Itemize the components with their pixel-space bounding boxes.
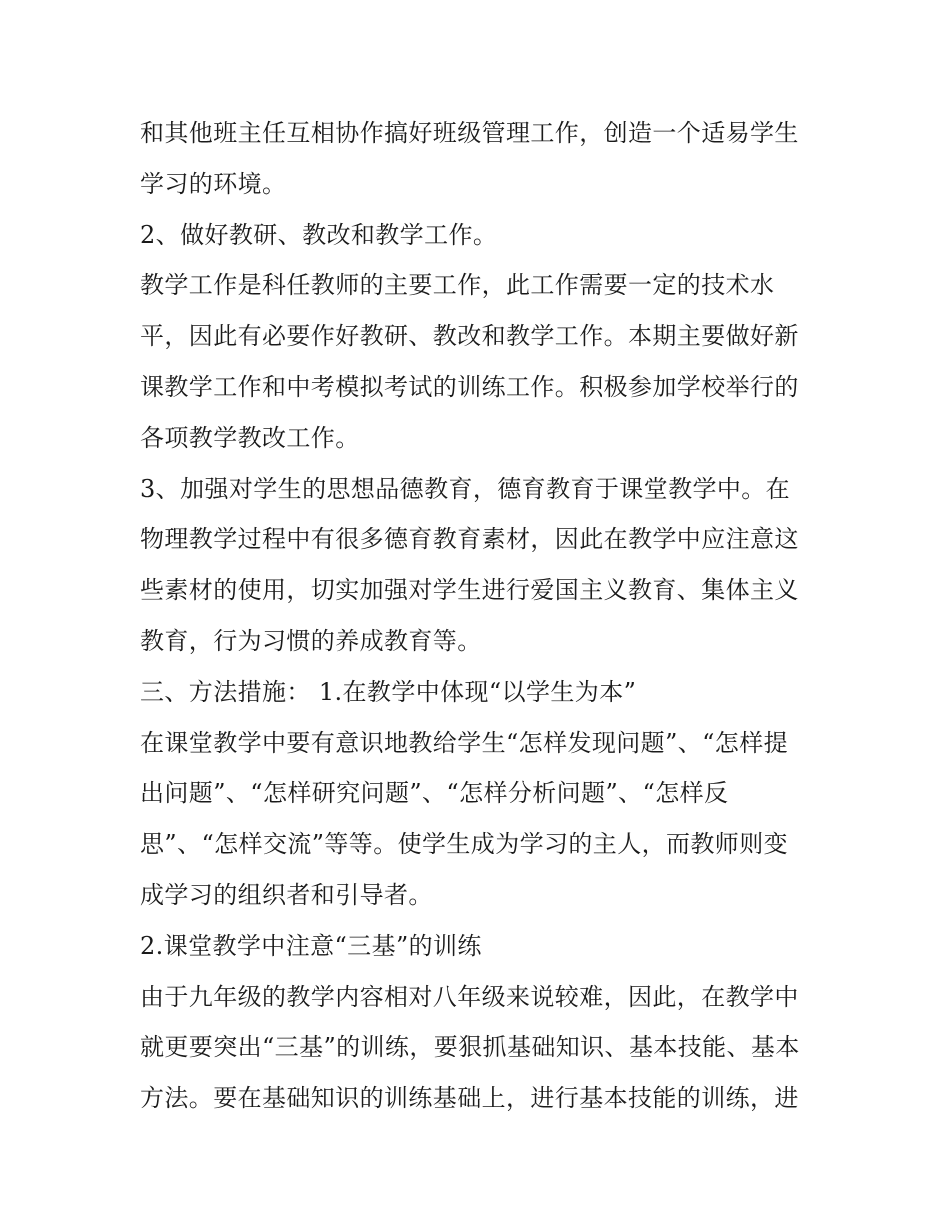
text-line: 各项教学教改工作。 — [140, 423, 360, 452]
section-heading: 2.课堂教学中注意“三基”的训练 — [140, 931, 482, 960]
text-line: 些素材的使用，切实加强对学生进行爱国主义教育、集体主义 — [140, 576, 799, 605]
text-line: 物理教学过程中有很多德育教育素材，因此在教学中应注意这 — [140, 525, 799, 554]
section-heading: 三、方法措施： 1.在教学中体现“以学生为本” — [140, 677, 637, 706]
text-line: 平，因此有必要作好教研、教改和教学工作。本期主要做好新 — [140, 322, 799, 351]
text-line: 成学习的组织者和引导者。 — [140, 880, 433, 909]
text-line: 课教学工作和中考模拟考试的训练工作。积极参加学校举行的 — [140, 372, 799, 401]
text-line: 由于九年级的教学内容相对八年级来说较难，因此，在教学中 — [140, 982, 799, 1011]
text-line: 和其他班主任互相协作搞好班级管理工作，创造一个适易学生 — [140, 119, 799, 147]
text-line: 教育，行为习惯的养成教育等。 — [140, 626, 482, 655]
section-heading: 2、做好教研、教改和教学工作。 — [140, 220, 498, 249]
text-line: 方法。要在基础知识的训练基础上，进行基本技能的训练，进 — [140, 1084, 799, 1113]
section-heading: 3、加强对学生的思想品德教育，德育教育于课堂教学中。在 — [140, 474, 791, 503]
text-line: 教学工作是科任教师的主要工作，此工作需要一定的技术水 — [140, 271, 775, 300]
text-line: 思”、“怎样交流”等等。使学生成为学习的主人，而教师则变 — [140, 830, 789, 859]
text-line: 在课堂教学中要有意识地教给学生“怎样发现问题”、“怎样提 — [140, 728, 789, 757]
text-line: 学习的环境。 — [140, 169, 287, 198]
text-line: 就更要突出“三基”的训练，要狠抓基础知识、基本技能、基本 — [140, 1033, 800, 1062]
document-body — [140, 108, 820, 1124]
text-line: 出问题”、“怎样研究问题”、“怎样分析问题”、“怎样反 — [140, 779, 729, 808]
